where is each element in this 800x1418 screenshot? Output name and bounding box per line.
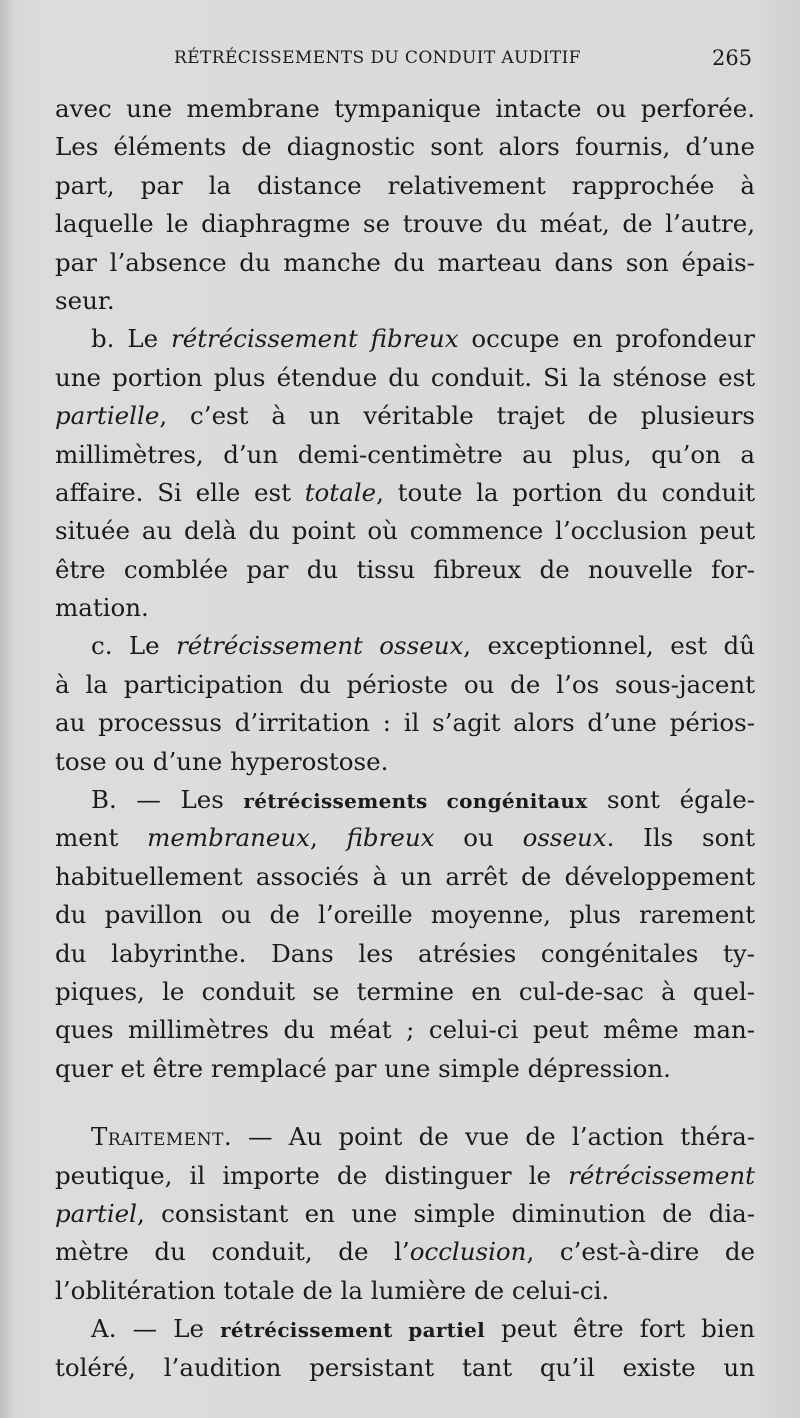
text-line: partielle, c’est à un véritable trajet de plusieurs [55,401,755,431]
section-gap [55,1088,755,1118]
paragraph-b-fibreux: b. Le rétrécissement fibreux occupe en profondeur [91,324,755,354]
text-line: partiel, consistant en une simple diminution de dia- [55,1198,755,1228]
text-line: seur. [55,285,115,315]
text-line: ques millimètres du méat ; celui-ci peut même man- [55,1015,755,1045]
text-line: quer et être remplacé par une simple dépression. [55,1053,671,1083]
text-line: millimètres, d’un demi-centimètre au plus, qu’on a [55,439,755,469]
section-heading-traitement: Traitement [91,1122,224,1152]
paragraph-traitement: Traitement. — Au point de vue de l’action théra- [91,1122,755,1152]
running-title: RÉTRÉCISSEMENTS DU CONDUIT AUDITIF [174,48,581,68]
text-line: mètre du conduit, de l’occlusion, c’est-à-dire de [55,1237,755,1267]
text-line: Les éléments de diagnostic sont alors fournis, d’une [55,132,755,162]
text-line: située au delà du point où commence l’occlusion peut [55,516,755,546]
text-line: l’oblitération totale de la lumière de celui-ci. [55,1275,610,1305]
paragraph-c-osseux: c. Le rétrécissement osseux, exceptionnel, est dû [91,631,755,661]
text-line: à la participation du périoste ou de l’os sous-jacent [55,669,755,699]
text-line: affaire. Si elle est totale, toute la portion du conduit [55,477,755,507]
text-line: du labyrinthe. Dans les atrésies congénitales ty- [55,938,755,968]
text-line: tose ou d’une hyperostose. [55,746,389,776]
text-line: peutique, il importe de distinguer le rétrécissement [55,1160,755,1190]
text-line: être comblée par du tissu fibreux de nouvelle for- [55,554,755,584]
text-line: au processus d’irritation : il s’agit alors d’une périos- [55,708,755,738]
paragraph-B-congenitaux: B. — Les rétrécissements congénitaux sont égale- [91,785,755,815]
text-line: par l’absence du manche du marteau dans son épais- [55,247,755,277]
text-line: du pavillon ou de l’oreille moyenne, plus rarement [55,900,755,930]
text-line: habituellement associés à un arrêt de développement [55,861,755,891]
text-line: mation. [55,593,149,623]
paragraph-A-partiel: A. — Le rétrécissement partiel peut être fort bien [91,1314,755,1344]
text-line: avec une membrane tympanique intacte ou perforée. [55,94,755,123]
page-header [0,42,800,82]
body-text [55,90,755,1387]
text-line: toléré, l’audition persistant tant qu’il existe un [55,1352,755,1382]
text-line: part, par la distance relativement rapprochée à [55,170,755,200]
text-line: piques, le conduit se termine en cul-de-sac à quel- [55,976,755,1006]
text-line: ment membraneux, fibreux ou osseux. Ils sont [55,823,755,853]
text-line: une portion plus étendue du conduit. Si la sténose est [55,362,755,392]
text-line: laquelle le diaphragme se trouve du méat, de l’autre, [55,209,755,239]
page-number: 265 [712,46,753,70]
